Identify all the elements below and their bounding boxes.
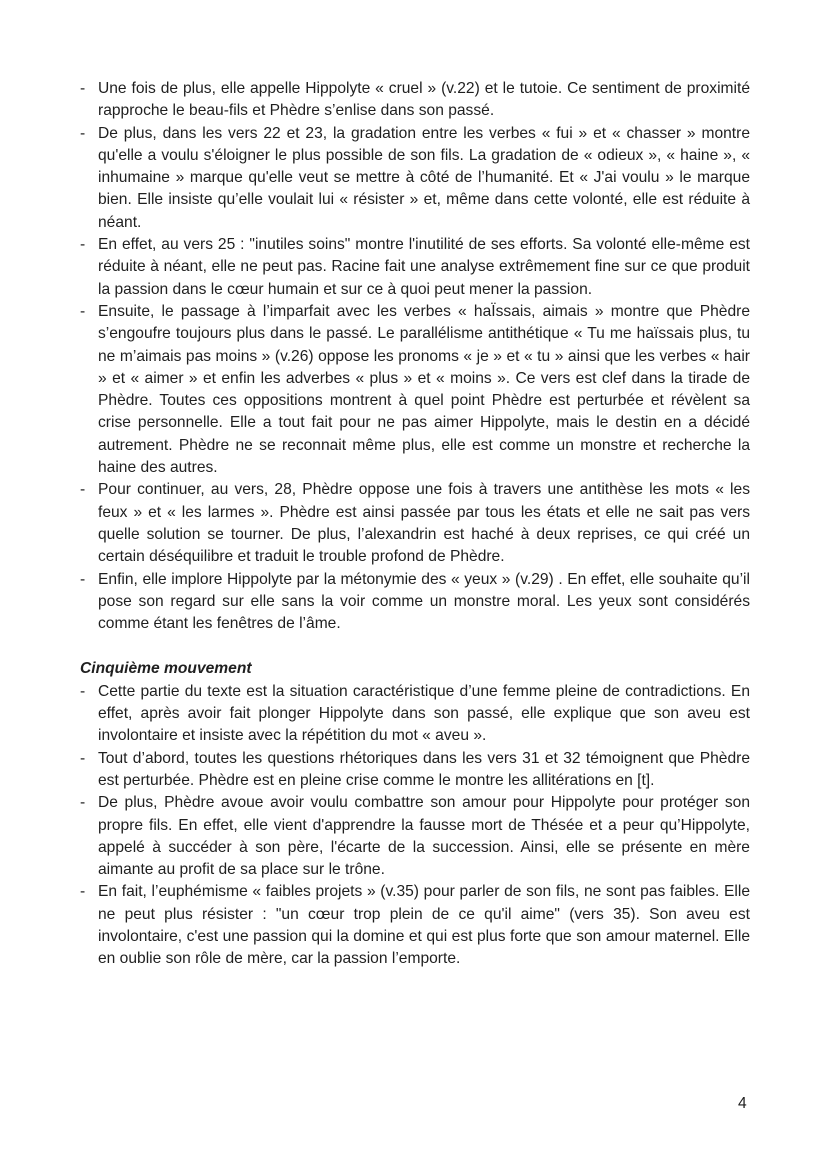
- list-item-text: En effet, au vers 25 : "inutiles soins" montre l'inutilité de ses efforts. Sa volonté elle-même est réduite à néant, elle ne peut pas. Racine fait une analyse extrêmement fine sur ce que produit la passion dans le cœur humain et sur ce à quoi peut mener la passion.: [98, 236, 750, 298]
- list-item-text: Enfin, elle implore Hippolyte par la métonymie des « yeux » (v.29) . En effet, elle souhaite qu’il pose son regard sur elle sans la voir comme un monstre moral. Les yeux sont considérés comme étant les fenêtres de l’âme.: [98, 570, 750, 633]
- list-item-text: De plus, dans les vers 22 et 23, la gradation entre les verbes « fui » et « chasser » montre qu'elle a voulu s'éloigner le plus possible de son fils. La gradation de « odieux », « haine », « inhumaine » marque qu'elle veut se mettre à côté de l’humanité. Et « J'ai voulu » le marque bien. Elle insiste qu’elle voulait lui « résister » et, même dans cette volonté, elle est réduite à néant.: [98, 124, 750, 231]
- bullet-dash: -: [80, 236, 86, 254]
- list-item: [80, 234, 750, 301]
- list-item: [80, 123, 750, 234]
- list-item-text: Une fois de plus, elle appelle Hippolyte « cruel » (v.22) et le tutoie. Ce sentiment de proximité rapproche le beau-fils et Phèdre s’enlise dans son passé.: [98, 80, 750, 120]
- bullet-dash: -: [80, 794, 86, 812]
- list-item: [80, 78, 750, 123]
- bullet-dash: -: [80, 570, 86, 588]
- list-item: [80, 301, 750, 479]
- bullet-dash: -: [80, 682, 86, 700]
- bullet-list-analysis: [80, 78, 750, 635]
- list-item-text: Cette partie du texte est la situation caractéristique d’une femme pleine de contradictions. En effet, après avoir fait plonger Hippolyte dans son passé, elle explique que son aveu est involontaire et insiste avec la répétition du mot « aveu ».: [98, 682, 750, 745]
- page-number: 4: [738, 1095, 747, 1112]
- list-item-text: Ensuite, le passage à l’imparfait avec les verbes « haÏssais, aimais » montre que Phèdre s’engoufre toujours plus dans le passé. Le parallélisme antithétique « Tu me haïssais plus, tu ne m’aimais pas moins » (v.26) oppose les pronoms « je » et « tu » ainsi que les verbes « hair » et « aimer » et enfin les adverbes « plus » et « moins ». Ce vers est clef dans la tirade de Phèdre. Toutes ces oppositions montrent à quel point Phèdre est perturbée et révèlent sa crise personnelle. Elle a tout fait pour ne pas aimer Hippolyte, mais le destin en a décidé autrement. Phèdre ne se reconnait même plus, elle est comme un monstre et recherche la haine des autres.: [98, 302, 750, 477]
- list-item-text: Tout d’abord, toutes les questions rhétoriques dans les vers 31 et 32 témoignent que Phèdre est perturbée. Phèdre est en pleine crise comme le montre les allitérations en [t].: [98, 749, 750, 789]
- list-item: [80, 881, 750, 970]
- bullet-list-fifth-movement: [80, 681, 750, 971]
- bullet-dash: -: [80, 883, 86, 901]
- list-item-text: Pour continuer, au vers, 28, Phèdre oppose une fois à travers une antithèse les mots « les feux » et « les larmes ». Phèdre est ainsi passée par tous les états et elle ne sait pas vers quelle solution se tourner. De plus, l’alexandrin est haché à deux reprises, ce qui créé un certain déséquilibre et traduit le trouble profond de Phèdre.: [98, 481, 750, 566]
- bullet-dash: -: [80, 302, 86, 320]
- list-item: [80, 569, 750, 636]
- list-item-text: De plus, Phèdre avoue avoir voulu combattre son amour pour Hippolyte pour protéger son propre fils. En effet, elle vient d'apprendre la fausse mort de Thésée et a peur qu’Hippolyte, appelé à succéder à son père, l'écarte de la succession. Ainsi, elle se présente en mère aimante au profit de sa place sur le trône.: [98, 794, 750, 879]
- bullet-dash: -: [80, 124, 86, 142]
- bullet-dash: -: [80, 80, 86, 97]
- list-item: [80, 792, 750, 881]
- section-heading: Cinquième mouvement: [80, 660, 252, 678]
- list-item: [80, 479, 750, 568]
- list-item: [80, 681, 750, 748]
- list-item: [80, 748, 750, 793]
- list-item-text: En fait, l’euphémisme « faibles projets » (v.35) pour parler de son fils, ne sont pas faibles. Elle ne peut plus résister : "un cœur trop plein de ce qu'il aime" (vers 35). Son aveu est involontaire, c'est une passion qui la domine et qui est plus forte que son amour maternel. Elle en oublie son rôle de mère, car la passion l’emporte.: [98, 883, 750, 968]
- page-content: [80, 78, 750, 971]
- bullet-dash: -: [80, 749, 86, 767]
- bullet-dash: -: [80, 481, 86, 499]
